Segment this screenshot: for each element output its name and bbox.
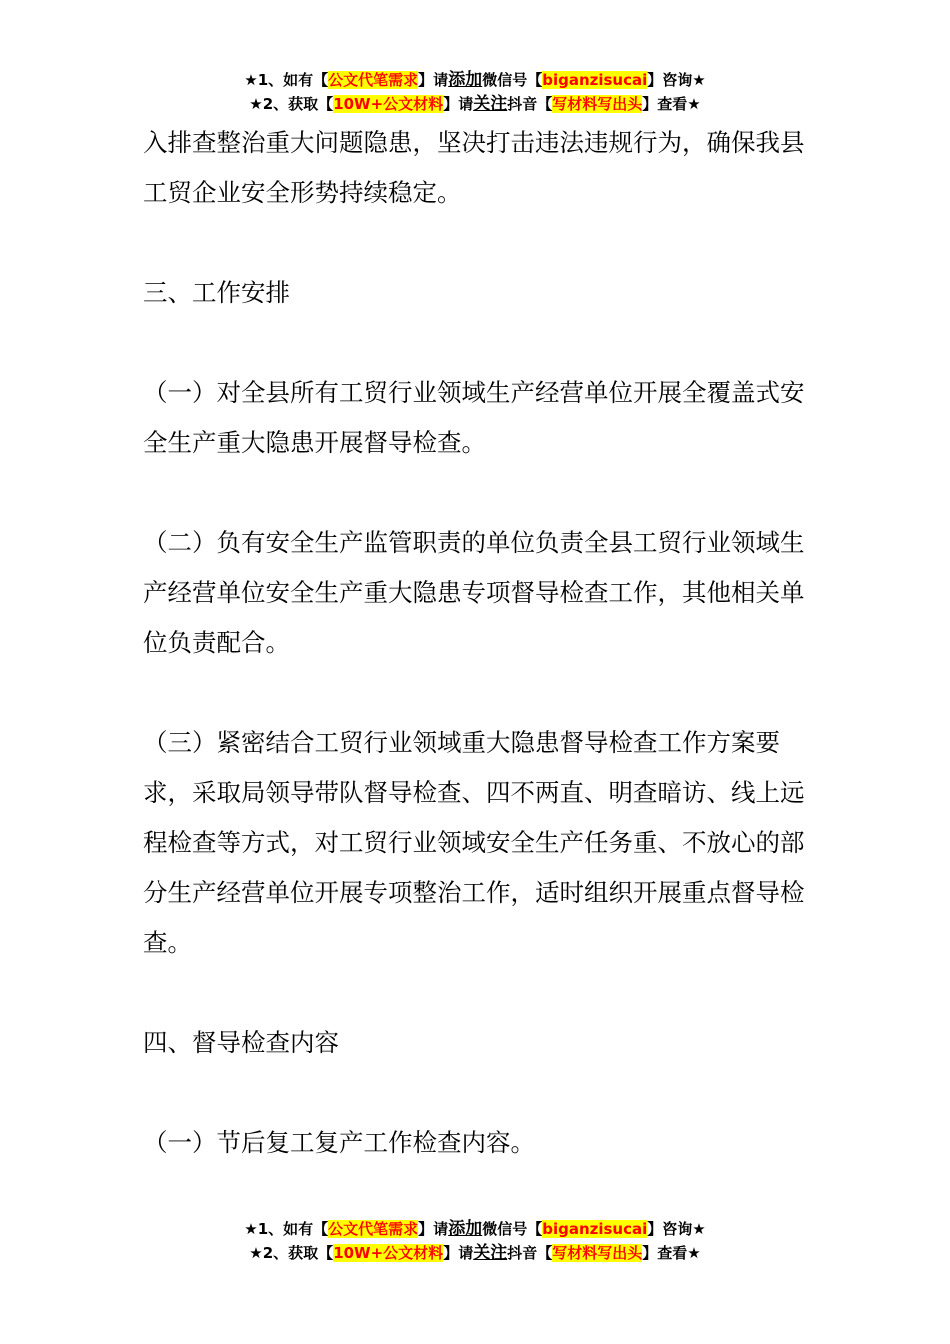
- promo-douyin-id: 写材料写出头: [552, 95, 643, 113]
- promo-highlight: 10W+公文材料: [333, 95, 444, 113]
- promo-highlight: 公文代笔需求: [328, 71, 419, 89]
- promo-underline: 关注: [473, 1243, 508, 1263]
- promo-wechat-id: biganzisucai: [542, 71, 648, 89]
- promo-highlight: 10W+公文材料: [333, 1244, 444, 1262]
- promo-wechat-id: biganzisucai: [542, 1220, 648, 1238]
- promo-line-2: ★2、获取【10W+公文材料】请关注抖音【写材料写出头】查看★: [249, 1243, 701, 1263]
- section-heading-work-arrangement: 三、工作安排: [143, 278, 290, 307]
- paragraph-item-3: （三）紧密结合工贸行业领域重大隐患督导检查工作方案要求，采取局领导带队督导检查、四不两直、明查暗访、线上远程检查等方式，对工贸行业领域安全生产任务重、不放心的部分生产经营单位开展专项整治工作，适时组织开展重点督导检查。: [143, 728, 805, 957]
- promo-highlight: 公文代笔需求: [328, 1220, 419, 1238]
- promo-underline: 添加: [448, 70, 483, 90]
- paragraph-item-2: （二）负有安全生产监管职责的单位负责全县工贸行业领域生产经营单位安全生产重大隐患专项督导检查工作，其他相关单位负责配合。: [143, 528, 805, 657]
- promo-underline: 关注: [473, 94, 508, 114]
- document-body: [143, 118, 813, 1168]
- promo-line-1: ★1、如有【公文代笔需求】请添加微信号【biganzisucai】咨询★: [244, 1219, 706, 1239]
- promo-line-2: ★2、获取【10W+公文材料】请关注抖音【写材料写出头】查看★: [249, 94, 701, 114]
- promo-underline: 添加: [448, 1219, 483, 1239]
- promo-douyin-id: 写材料写出头: [552, 1244, 643, 1262]
- paragraph-subitem-1: （一）节后复工复产工作检查内容。: [143, 1128, 535, 1157]
- paragraph-item-1: （一）对全县所有工贸行业领域生产经营单位开展全覆盖式安全生产重大隐患开展督导检查。: [143, 378, 805, 457]
- paragraph-continued: 入排查整治重大问题隐患，坚决打击违法违规行为，确保我县工贸企业安全形势持续稳定。: [143, 128, 805, 207]
- promo-line-1: ★1、如有【公文代笔需求】请添加微信号【biganzisucai】咨询★: [244, 70, 706, 90]
- header-promo-banner: [0, 68, 950, 116]
- footer-promo-banner: [0, 1217, 950, 1265]
- section-heading-inspection-content: 四、督导检查内容: [143, 1028, 339, 1057]
